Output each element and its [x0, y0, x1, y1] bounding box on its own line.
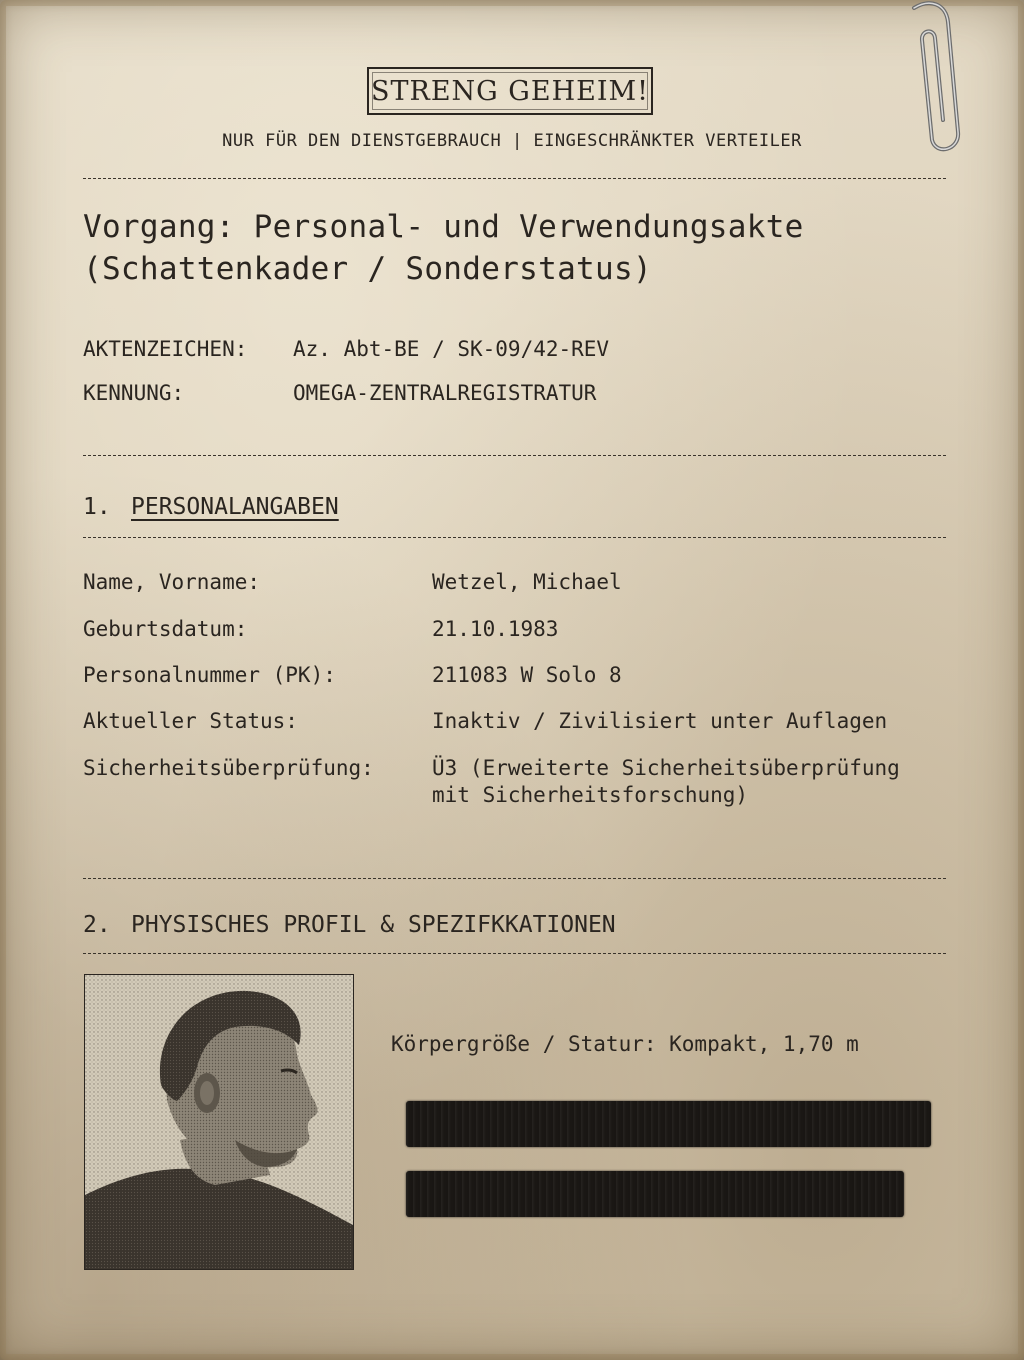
- title-line-1: Vorgang: Personal- und Verwendungsakte: [83, 209, 804, 245]
- section-2-heading: [83, 910, 616, 940]
- divider: [83, 878, 946, 879]
- divider: [83, 953, 946, 954]
- field-label: Sicherheitsüberprüfung:: [83, 756, 374, 780]
- height-build-line: Körpergröße / Statur: Kompakt, 1,70 m: [391, 1032, 859, 1056]
- field-label: Name, Vorname:: [83, 570, 261, 594]
- distribution-notice: NUR FÜR DEN DIENSTGEBRAUCH | EINGESCHRÄNKTER VERTEILER: [222, 131, 802, 151]
- redaction-bar: [406, 1171, 904, 1217]
- document-title: [83, 206, 804, 290]
- identifier-row: [83, 378, 596, 408]
- section-1-number: 1.: [83, 494, 111, 520]
- top-secret-stamp: STRENG GEHEIM!: [367, 67, 653, 115]
- divider: [83, 178, 946, 179]
- field-value: Ü3 (Erweiterte Sicherheitsüberprüfung mit Sicherheitsforschung): [432, 756, 900, 807]
- field-label: Geburtsdatum:: [83, 617, 248, 641]
- profile-portrait-icon: [85, 975, 353, 1269]
- section-2-title: PHYSISCHES PROFIL & SPEZIFKKATIONEN: [131, 912, 616, 938]
- field-value: Inaktiv / Zivilisiert unter Auflagen: [432, 709, 888, 733]
- field-label: Aktueller Status:: [83, 709, 298, 733]
- divider: [83, 455, 946, 456]
- title-line-2: (Schattenkader / Sonderstatus): [83, 251, 652, 287]
- field-value: 211083 W Solo 8: [432, 663, 622, 687]
- field-value: Wetzel, Michael: [432, 570, 622, 594]
- divider: [83, 537, 946, 538]
- field-value: 21.10.1983: [432, 617, 559, 641]
- section-1-title: PERSONALANGABEN: [131, 494, 339, 520]
- portrait-photo: [84, 974, 354, 1270]
- file-reference-value: Az. Abt-BE / SK-09/42-REV: [293, 337, 610, 361]
- identifier-label: KENNUNG:: [83, 381, 185, 405]
- section-1-heading: [83, 492, 339, 522]
- redaction-bar: [406, 1101, 931, 1147]
- field-label: Personalnummer (PK):: [83, 663, 336, 687]
- file-reference-row: [83, 334, 609, 364]
- identifier-value: OMEGA-ZENTRALREGISTRATUR: [293, 381, 597, 405]
- section-2-number: 2.: [83, 912, 111, 938]
- file-reference-label: AKTENZEICHEN:: [83, 337, 248, 361]
